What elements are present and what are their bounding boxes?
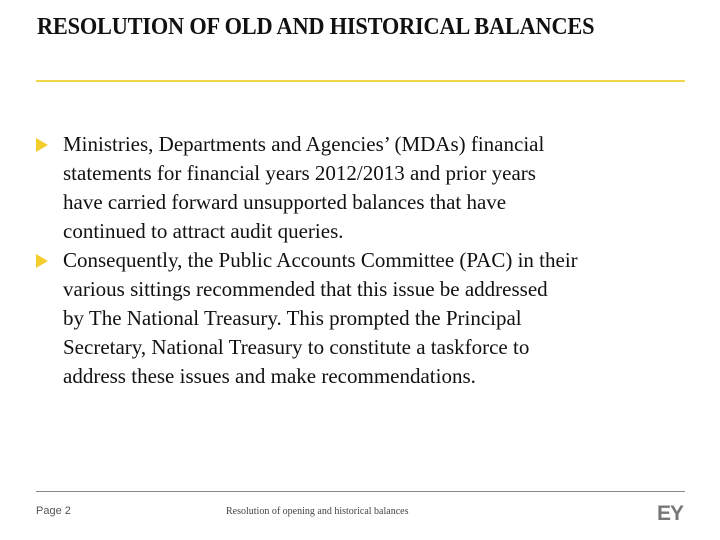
bullet-line: statements for financial years 2012/2013 and prior years [63,161,536,185]
title-divider [36,80,685,82]
arrow-bullet-icon [36,254,48,268]
bullet-item [36,130,696,246]
bullet-item [36,246,696,391]
footer-divider [36,491,685,492]
bullet-line: have carried forward unsupported balances that have [63,190,507,214]
bullet-line: various sittings recommended that this issue be addressed [63,277,548,301]
page-number: Page 2 [36,505,71,517]
bullet-line: continued to attract audit queries. [63,219,344,243]
bullet-line: Ministries, Departments and Agencies’ (MDAs) financial [63,132,545,156]
ey-logo: EY [657,502,684,525]
footer-text: Resolution of opening and historical balances [226,506,409,517]
arrow-bullet-icon [36,138,48,152]
bullet-line: address these issues and make recommendations. [63,364,476,388]
bullet-list [36,130,696,391]
bullet-line: Consequently, the Public Accounts Committee (PAC) in their [63,248,578,272]
slide-title: RESOLUTION OF OLD AND HISTORICAL BALANCES [37,14,595,40]
bullet-line: by The National Treasury. This prompted the Principal [63,306,522,330]
bullet-line: Secretary, National Treasury to constitute a taskforce to [63,335,530,359]
